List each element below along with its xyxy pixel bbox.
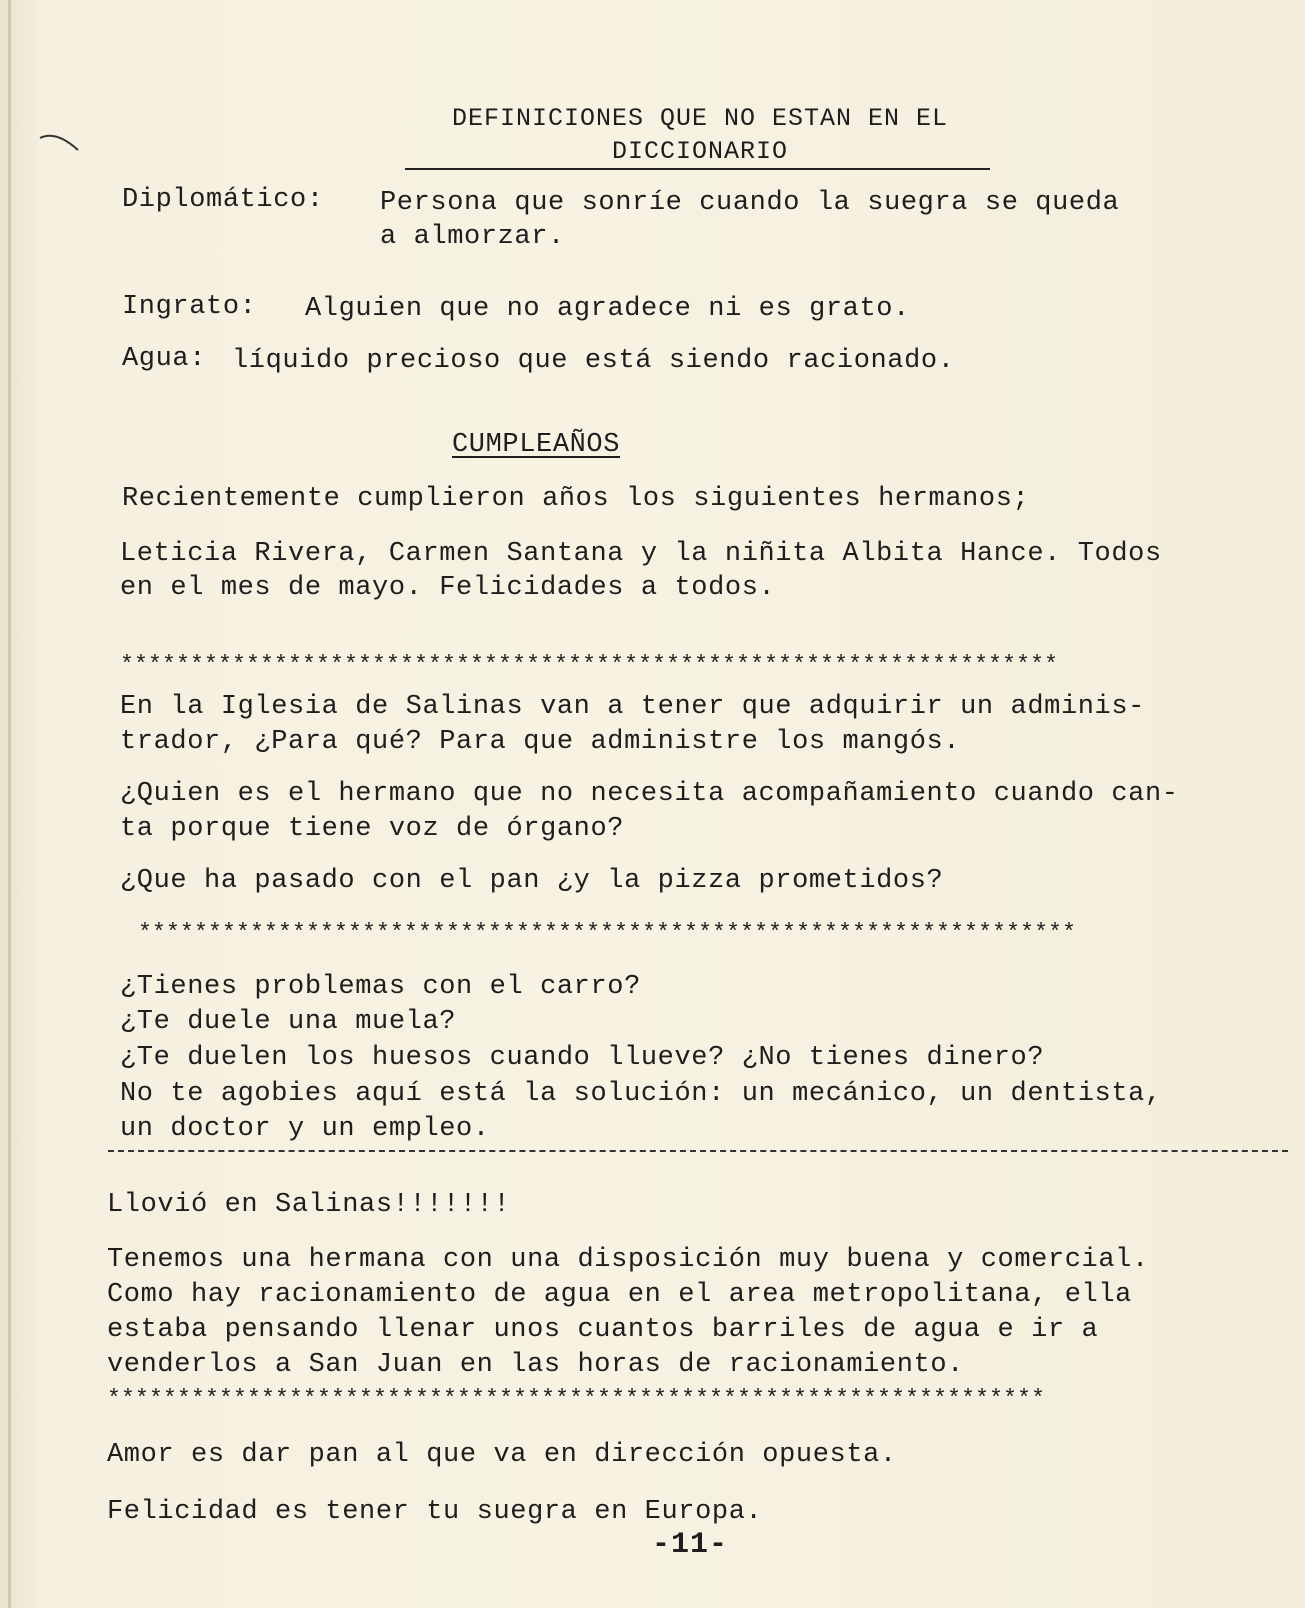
problem-line-2: ¿Te duele una muela? <box>120 1007 457 1037</box>
page-edge-shadow <box>8 0 11 1608</box>
hermana-line-2: Como hay racionamiento de agua en el area metropolitana, ella <box>107 1280 1132 1310</box>
definition-text-diplomatico-2: a almorzar. <box>380 222 565 252</box>
star-separator-2: ******************************************************************* <box>138 920 1077 946</box>
hermano-line-1: ¿Quien es el hermano que no necesita acompañamiento cuando can- <box>120 779 1179 809</box>
pen-mark <box>38 128 88 158</box>
page-number: -11- <box>652 1528 729 1562</box>
iglesia-line-2: trador, ¿Para qué? Para que administre los mangós. <box>120 727 961 757</box>
definition-text-ingrato: Alguien que no agradece ni es grato. <box>305 294 910 324</box>
birthday-line-3: en el mes de mayo. Felicidades a todos. <box>120 573 776 603</box>
amor-line: Amor es dar pan al que va en dirección opuesta. <box>107 1440 897 1470</box>
problem-line-1: ¿Tienes problemas con el carro? <box>120 972 641 1002</box>
definition-text-agua: líquido precioso que está siendo racionado. <box>232 346 955 376</box>
hermana-line-1: Tenemos una hermana con una disposición muy buena y comercial. <box>107 1245 1149 1275</box>
hermana-line-3: estaba pensando llenar unos cuantos barriles de agua e ir a <box>107 1315 1099 1345</box>
birthday-heading: CUMPLEAÑOS <box>452 430 621 460</box>
definition-text-diplomatico-1: Persona que sonríe cuando la suegra se queda <box>380 188 1120 218</box>
pan-line: ¿Que ha pasado con el pan ¿y la pizza prometidos? <box>120 866 944 896</box>
definition-term-ingrato: Ingrato: <box>122 292 257 322</box>
birthday-line-1: Recientemente cumplieron años los siguientes hermanos; <box>122 484 1030 514</box>
title-line-2: DICCIONARIO <box>611 137 789 166</box>
star-separator-3: ******************************************************************* <box>107 1386 1046 1412</box>
definition-term-diplomatico: Diplomático: <box>122 185 324 215</box>
star-separator-1: ******************************************************************* <box>120 652 1059 678</box>
page-title <box>405 102 995 168</box>
problem-line-3: ¿Te duelen los huesos cuando llueve? ¿No tienes dinero? <box>120 1043 1045 1073</box>
problem-line-4: No te agobies aquí está la solución: un mecánico, un dentista, <box>120 1079 1162 1109</box>
birthday-line-2: Leticia Rivera, Carmen Santana y la niñita Albita Hance. Todos <box>120 539 1162 569</box>
title-underline <box>405 168 990 170</box>
hermano-line-2: ta porque tiene voz de órgano? <box>120 814 625 844</box>
dash-separator <box>108 1150 1288 1156</box>
problem-line-5: un doctor y un empleo. <box>120 1114 490 1144</box>
llovio-line: Llovió en Salinas!!!!!!! <box>107 1190 511 1220</box>
definition-term-agua: Agua: <box>122 344 207 374</box>
title-line-1: DEFINICIONES QUE NO ESTAN EN EL <box>451 104 949 133</box>
felicidad-line: Felicidad es tener tu suegra en Europa. <box>107 1497 763 1527</box>
hermana-line-4: venderlos a San Juan en las horas de racionamiento. <box>107 1350 964 1380</box>
iglesia-line-1: En la Iglesia de Salinas van a tener que adquirir un adminis- <box>120 692 1145 722</box>
